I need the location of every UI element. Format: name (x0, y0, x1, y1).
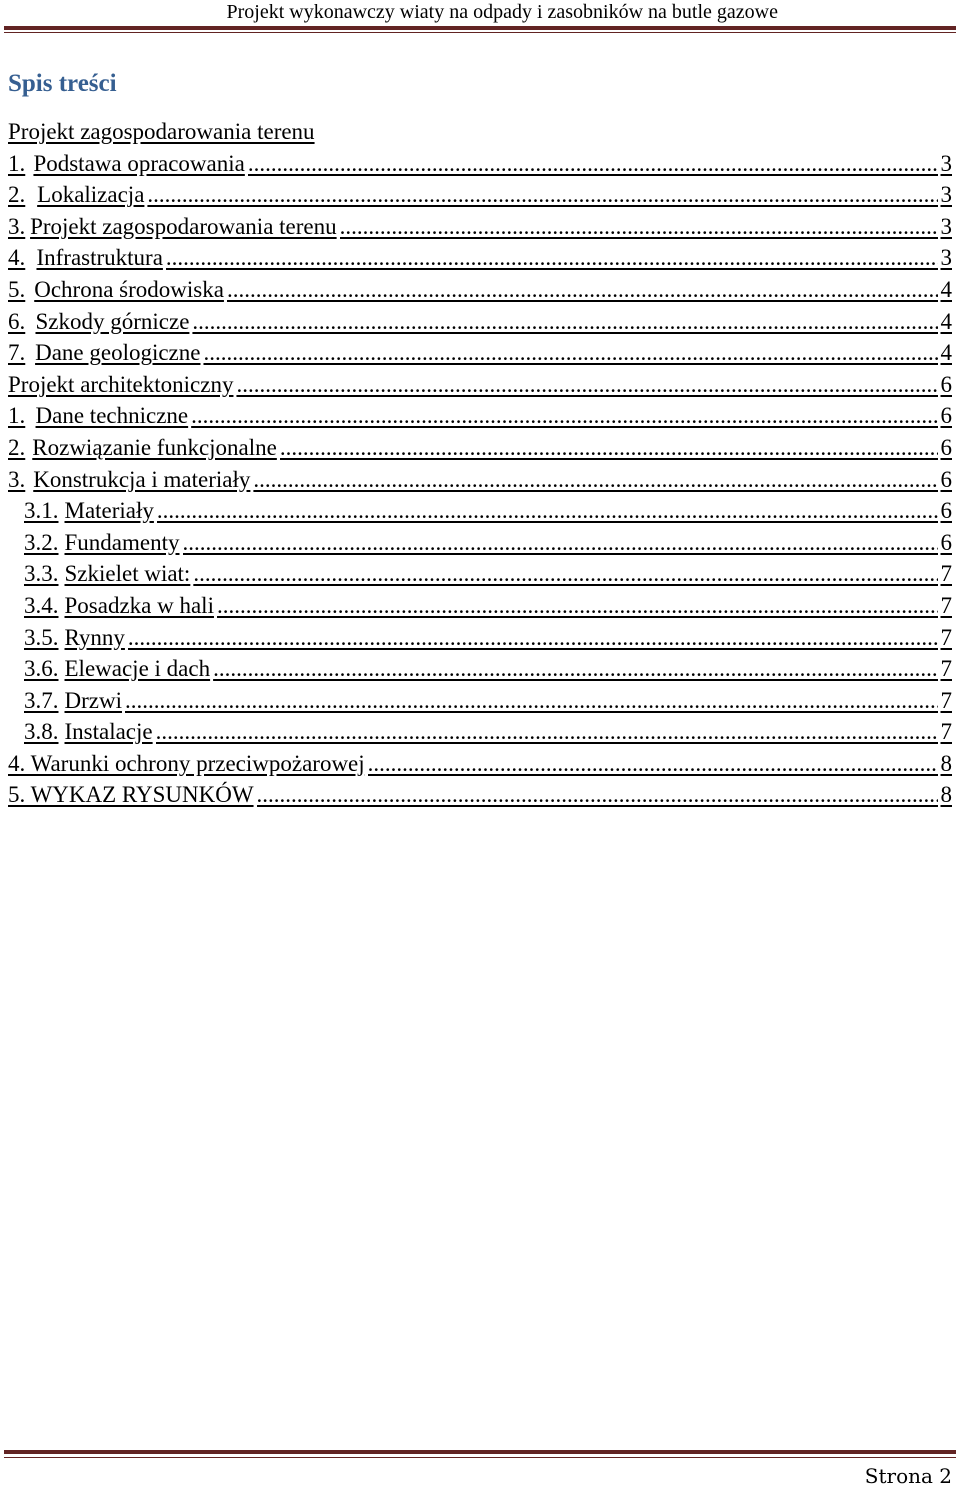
toc-subentry[interactable] (8, 685, 952, 717)
toc-entry-page: 7 (940, 592, 952, 618)
toc-entry-label: 5. WYKAZ RYSUNKÓW (8, 782, 254, 808)
toc-entry[interactable] (8, 306, 952, 338)
toc-entry[interactable] (8, 242, 952, 274)
toc-dot-leader (128, 622, 938, 654)
toc-dot-leader (236, 369, 937, 401)
toc-entry-page: 6 (940, 498, 952, 524)
toc-entry-number: 7. (8, 340, 26, 366)
toc-entry-number: 3.3. (24, 561, 59, 587)
toc-entry[interactable] (8, 432, 952, 464)
header-title: Projekt wykonawczy wiaty na odpady i zasobników na butle gazowe (226, 1, 778, 23)
toc-entry-page: 7 (940, 561, 952, 587)
toc-entry[interactable] (8, 464, 952, 496)
toc-entry-label: Szkody górnicze (35, 308, 190, 334)
toc-dot-leader (248, 148, 938, 180)
toc-dot-leader (217, 590, 938, 622)
page-header (0, 0, 960, 40)
toc-entry-label: Drzwi (64, 687, 122, 713)
toc-entry-number: 1. (8, 403, 26, 429)
toc-entry-label: Projekt zagospodarowania terenu (30, 213, 337, 239)
toc-dot-leader (280, 432, 938, 464)
toc-entry-number: 2. (8, 434, 26, 460)
toc-dot-leader (257, 779, 938, 811)
toc-dot-leader (166, 242, 938, 274)
toc-entry-page: 3 (940, 150, 952, 176)
toc-entry-page: 7 (940, 687, 952, 713)
toc-entry-page: 3 (940, 213, 952, 239)
toc-entry-page: 7 (940, 719, 952, 745)
toc-entry-number: 1. (8, 150, 26, 176)
toc-entry-number: 2. (8, 182, 26, 208)
toc-entry[interactable] (8, 274, 952, 306)
toc-subentry[interactable] (8, 590, 952, 622)
toc-dot-leader (227, 274, 938, 306)
toc-entry-page: 8 (940, 750, 952, 776)
toc-entry-number: 3.7. (24, 687, 59, 713)
toc-entry-page: 3 (940, 182, 952, 208)
toc-entry-number: 3. (8, 213, 26, 239)
toc-subentry[interactable] (8, 622, 952, 654)
toc-entry-section-zagospodarowanie[interactable] (8, 116, 952, 148)
toc-entry-page: 4 (940, 276, 952, 302)
toc-entry-page: 4 (940, 340, 952, 366)
toc-entry-number: 3. (8, 466, 26, 492)
toc-dot-leader (147, 179, 937, 211)
toc-entry[interactable] (8, 179, 952, 211)
toc-entry-page: 3 (940, 245, 952, 271)
toc-entry-page: 6 (940, 466, 952, 492)
toc-entry-page: 4 (940, 308, 952, 334)
toc-entry[interactable] (8, 400, 952, 432)
toc-entry-page: 7 (940, 624, 952, 650)
toc-entry-label: Ochrona środowiska (34, 276, 224, 302)
toc-entry-number: 4. (8, 245, 26, 271)
toc-entry-label: Fundamenty (64, 529, 180, 555)
toc-entry-page: 7 (940, 656, 952, 682)
toc-entry[interactable] (8, 748, 952, 780)
toc-entry-number: 3.2. (24, 529, 59, 555)
toc-entry-page: 6 (940, 434, 952, 460)
header-rule-thin (4, 32, 956, 33)
toc-entry-label: Elewacje i dach (64, 656, 211, 682)
toc-dot-leader (203, 337, 937, 369)
footer-rule-thick (4, 1450, 956, 1454)
toc-subentry[interactable] (8, 558, 952, 590)
toc-dot-leader (340, 211, 938, 243)
toc-entry-label: 4. Warunki ochrony przeciwpożarowej (8, 750, 365, 776)
toc-entry[interactable] (8, 211, 952, 243)
header-rule-thick (4, 26, 956, 30)
toc-entry-label: Rozwiązanie funkcjonalne (32, 434, 277, 460)
toc-entry-page: 8 (940, 782, 952, 808)
toc-entry[interactable] (8, 337, 952, 369)
toc-heading: Spis treści (8, 70, 117, 97)
toc-entry-label: Lokalizacja (37, 182, 145, 208)
toc-entry[interactable] (8, 148, 952, 180)
toc-subentry[interactable] (8, 527, 952, 559)
toc-dot-leader (192, 306, 937, 338)
toc-entry-number: 3.5. (24, 624, 59, 650)
toc-entry-page: 6 (940, 529, 952, 555)
toc-entry-page: 6 (940, 371, 952, 397)
toc-entry-label: Posadzka w hali (64, 592, 214, 618)
toc-entry-number: 3.1. (24, 498, 59, 524)
toc-entry-page: 6 (940, 403, 952, 429)
table-of-contents (8, 116, 952, 811)
toc-dot-leader (183, 527, 938, 559)
toc-subentry[interactable] (8, 653, 952, 685)
toc-dot-leader (253, 464, 937, 496)
toc-entry-label: Szkielet wiat: (64, 561, 191, 587)
toc-entry-label: Infrastruktura (36, 245, 163, 271)
page-number: Strona 2 (864, 1464, 952, 1488)
toc-dot-leader (193, 558, 937, 590)
toc-subentry[interactable] (8, 495, 952, 527)
toc-entry[interactable] (8, 779, 952, 811)
toc-dot-leader (125, 685, 938, 717)
toc-entry-number: 3.8. (24, 719, 59, 745)
toc-entry-label: Projekt architektoniczny (8, 371, 234, 397)
toc-subentry[interactable] (8, 716, 952, 748)
toc-dot-leader (156, 716, 938, 748)
toc-entry-label: Konstrukcja i materiały (33, 466, 251, 492)
toc-entry-label: Instalacje (64, 719, 153, 745)
toc-entry-label: Projekt zagospodarowania terenu (8, 119, 315, 144)
toc-dot-leader (213, 653, 937, 685)
toc-entry-number: 5. (8, 276, 26, 302)
toc-entry-number: 3.6. (24, 656, 59, 682)
toc-dot-leader (191, 400, 937, 432)
toc-entry-label: Dane techniczne (35, 403, 189, 429)
toc-entry-label: Materiały (64, 498, 154, 524)
toc-entry-label: Dane geologiczne (35, 340, 201, 366)
toc-dot-leader (157, 495, 938, 527)
footer-rule-thin (4, 1457, 956, 1458)
toc-dot-leader (368, 748, 938, 780)
toc-entry-number: 6. (8, 308, 26, 334)
toc-entry-number: 3.4. (24, 592, 59, 618)
toc-entry-label: Podstawa opracowania (33, 150, 245, 176)
toc-entry-section-architektoniczny[interactable] (8, 369, 952, 401)
toc-entry-label: Rynny (64, 624, 125, 650)
